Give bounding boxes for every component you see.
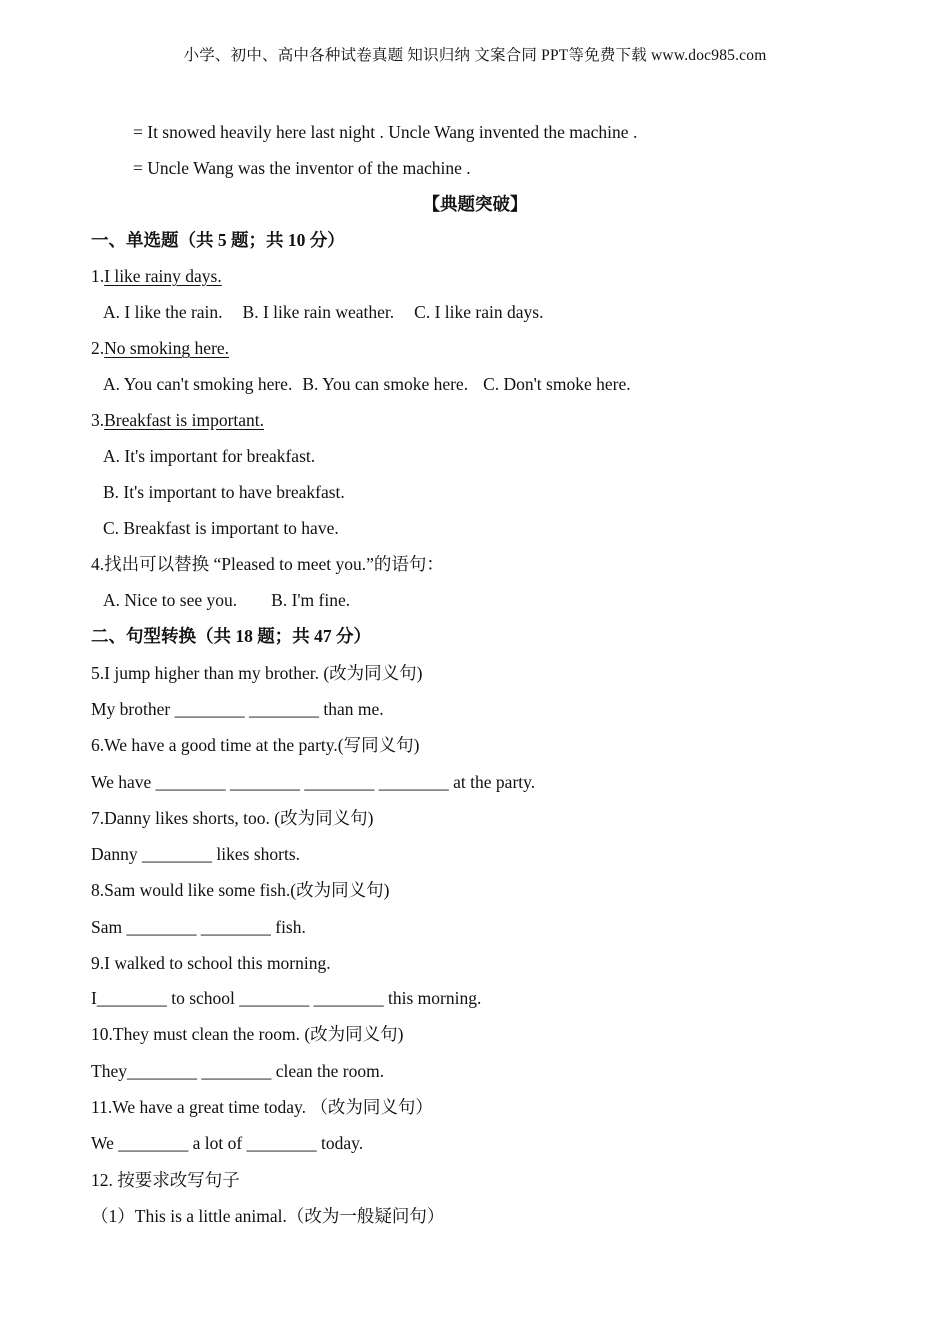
option-b: B. You can smoke here. bbox=[302, 374, 469, 394]
question-stem: Breakfast is important. bbox=[104, 410, 265, 430]
answer-line-7: Danny ________ likes shorts. bbox=[91, 844, 301, 864]
question-12: 12. 按要求改写句子 bbox=[91, 1170, 240, 1190]
question-number: 1. bbox=[91, 266, 105, 286]
option-b: B. I like rain weather. bbox=[242, 302, 395, 322]
option-a: A. You can't smoking here. bbox=[103, 374, 293, 394]
question-11: 11.We have a great time today. （改为同义句） bbox=[91, 1097, 433, 1117]
question-3-option-c: C. Breakfast is important to have. bbox=[103, 518, 339, 538]
option-c: C. Don't smoke here. bbox=[483, 374, 631, 394]
answer-line-10: They________ ________ clean the room. bbox=[91, 1061, 385, 1081]
page-header: 小学、初中、高中各种试卷真题 知识归纳 文案合同 PPT等免费下载 www.doc985.com bbox=[183, 47, 767, 64]
question-2-options bbox=[103, 372, 631, 396]
question-3 bbox=[91, 408, 264, 432]
question-stem: No smoking here. bbox=[104, 338, 230, 358]
question-7: 7.Danny likes shorts, too. (改为同义句) bbox=[91, 808, 374, 828]
answer-line-9: I________ to school ________ ________ this morning. bbox=[91, 988, 482, 1008]
question-2 bbox=[91, 336, 229, 360]
intro-line-2: = Uncle Wang was the inventor of the machine . bbox=[133, 158, 471, 178]
answer-line-5: My brother ________ ________ than me. bbox=[91, 699, 384, 719]
question-9: 9.I walked to school this morning. bbox=[91, 953, 331, 973]
option-a: A. Nice to see you. bbox=[103, 590, 238, 610]
question-5: 5.I jump higher than my brother. (改为同义句) bbox=[91, 663, 423, 683]
option-a: A. I like the rain. bbox=[103, 302, 223, 322]
question-number: 2. bbox=[91, 338, 105, 358]
question-1 bbox=[91, 264, 222, 288]
section-2-title: 二、句型转换（共 18 题；共 47 分） bbox=[91, 626, 371, 646]
answer-line-6: We have ________ ________ ________ ________ at the party. bbox=[91, 772, 536, 792]
section-1-title: 一、单选题（共 5 题；共 10 分） bbox=[91, 230, 345, 250]
intro-line-1: = It snowed heavily here last night . Uncle Wang invented the machine . bbox=[133, 122, 638, 142]
question-3-option-a: A. It's important for breakfast. bbox=[103, 446, 316, 466]
option-c: C. I like rain days. bbox=[414, 302, 544, 322]
question-number: 3. bbox=[91, 410, 105, 430]
answer-line-8: Sam ________ ________ fish. bbox=[91, 917, 306, 937]
question-stem: I like rainy days. bbox=[104, 266, 222, 286]
question-4-options bbox=[103, 588, 350, 612]
question-3-option-b: B. It's important to have breakfast. bbox=[103, 482, 345, 502]
question-4: 4.找出可以替换 “Pleased to meet you.”的语句： bbox=[91, 554, 444, 574]
question-1-options bbox=[103, 300, 543, 324]
answer-line-11: We ________ a lot of ________ today. bbox=[91, 1133, 364, 1153]
question-8: 8.Sam would like some fish.(改为同义句) bbox=[91, 880, 390, 900]
question-12-part-1: （1）This is a little animal.（改为一般疑问句） bbox=[91, 1206, 445, 1226]
question-10: 10.They must clean the room. (改为同义句) bbox=[91, 1024, 404, 1044]
option-b: B. I'm fine. bbox=[271, 590, 351, 610]
question-6: 6.We have a good time at the party.(写同义句) bbox=[91, 735, 420, 755]
section-heading: 【典题突破】 bbox=[422, 194, 528, 214]
